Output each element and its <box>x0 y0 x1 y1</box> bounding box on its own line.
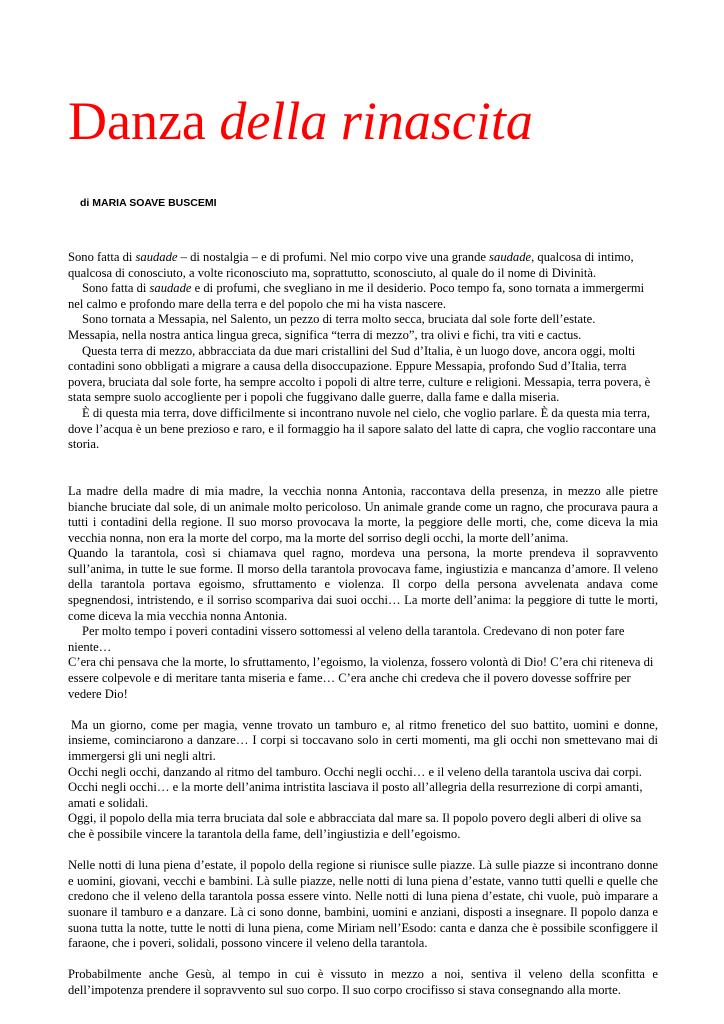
paragraph-4: Messapia, nella nostra antica lingua greca, significa “terra di mezzo”, tra olivi e fichi, tra viti e cactus. <box>68 327 582 342</box>
paragraph-3: Sono tornata a Messapia, nel Salento, un pezzo di terra molto secca, bruciata dal sole forte dell’estate. <box>82 312 596 327</box>
paragraph-6: È di questa mia terra, dove difficilmente si incontrano nuvole nel cielo, che voglio parlare. È da questa mia terra, dove l’acqua è un bene prezioso e raro, e il formaggio ha il sapore salato del latte di capra, che voglio raccontare una storia. <box>68 405 657 452</box>
article-body <box>68 250 658 999</box>
paragraph-1: Sono fatta di saudade – di nostalgia – e di profumi. Nel mio corpo vive una grande saudade, qualcosa di intimo, qualcosa di conosciuto, a volte riconosciuto ma, soprattutto, sconosciuto, al quale do il nome di Divinità. <box>68 250 634 280</box>
paragraph-15: Nelle notti di luna piena d’estate, il popolo della regione si riunisce sulle piazze. Là sulle piazze si incontrano donne e uomini, giovani, vecchi e bambini. Là sulle piazze, nelle notti di luna piena d’estate, vanno tutti quelli e quelle che credono che il veleno della tarantola possa essere vinto. Nelle notti di luna piena d’estate, chi vuole, può imparare a suonare il tamburo e a danzare. Là ci sono donne, bambini, uomini e anziani, disposti a insegnare. Il popolo danza e suona tutta la notte, tutte le notti di luna piena, come Miriam nell’Esodo: canta e danza che è possibile sconfiggere il faraone, che i poveri, solidali, possono vincere il veleno della tarantola. <box>68 858 658 951</box>
paragraph-8: Quando la tarantola, così si chiamava quel ragno, mordeva una persona, la morte prendeva il sopravvento sull’anima, in tutte le sue forme. Il morso della tarantola provocava fame, ingiustizia e mancanza d’amore. Il veleno della tarantola portava egoismo, sfruttamento e violenza. Il corpo della persona avvelenata andava come spegnendosi, intristendo, e il sorriso scompariva dai suoi occhi… La morte dell’anima: la peggiore di tutte le morti, come diceva la mia vecchia nonna Antonia. <box>68 546 658 623</box>
paragraph-10: C’era chi pensava che la morte, lo sfruttamento, l’egoismo, la violenza, fossero volontà di Dio! C’era chi riteneva di essere colpevole e di meritare tanta miseria e fame… C’era anche chi credeva che il povero dovesse soffrire per vedere Dio! <box>68 655 654 701</box>
title-part-italic: della rinascita <box>219 91 533 151</box>
paragraph-12: Occhi negli occhi, danzando al ritmo del tamburo. Occhi negli occhi… e il veleno della tarantola usciva dai corpi. <box>68 764 642 779</box>
paragraph-5: Questa terra di mezzo, abbracciata da due mari cristallini del Sud d’Italia, è un luogo dove, ancora oggi, molti contadini sono obbligati a migrare a causa della disoccupazione. Eppure Messapia, profondo Sud d’Italia, terra povera, bruciata dal sole forte, ha sempre accolto i popoli di altre terre, culture e religioni. Messapia, terra povera, è stata sempre suolo accogliente per i popoli che fuggivano dalle guerre, dalla fame e dalla miseria. <box>68 343 651 405</box>
paragraph-7: La madre della madre di mia madre, la vecchia nonna Antonia, raccontava della presenza, in mezzo alle pietre bianche bruciate dal sole, di un animale molto pericoloso. Un animale grande come un ragno, che procurava paura a tutti i contadini della regione. Il suo morso provocava la morte, la peggiore delle morti, che, come diceva la mia vecchia nonna, non era la morte del corpo, ma la morte del sorriso degli occhi, la morte dell’anima. <box>68 483 658 545</box>
paragraph-11: Ma un giorno, come per magia, venne trovato un tamburo e, al ritmo frenetico del suo battito, uomini e donne, insieme, cominciarono a danzare… I corpi si toccavano solo in certi momenti, ma gli occhi non smettevano mai di immergersi gli uni negli altri. <box>68 717 658 763</box>
page-title <box>68 92 533 151</box>
author-byline: di MARIA SOAVE BUSCEMI <box>80 197 217 209</box>
paragraph-13: Occhi negli occhi… e la morte dell’anima intristita lasciava il posto all’allegria della resurrezione di corpi amanti, amati e solidali. <box>68 780 643 810</box>
paragraph-14: Oggi, il popolo della mia terra bruciata dal sole e abbracciata dal mare sa. Il popolo povero degli alberi di olive sa che è possibile vincere la tarantola della fame, dell’ingiustizia e dell’egoismo. <box>68 811 642 841</box>
paragraph-9: Per molto tempo i poveri contadini vissero sottomessi al veleno della tarantola. Credevano di non poter fare niente… <box>68 624 625 654</box>
paragraph-16: Probabilmente anche Gesù, al tempo in cui è vissuto in mezzo a noi, sentiva il veleno della sconfitta e dell’impotenza prendere il sopravvento sul suo corpo. Il suo corpo crocifisso si stava consegnando alla morte. <box>68 967 658 997</box>
paragraph-2: Sono fatta di saudade e di profumi, che svegliano in me il desiderio. Poco tempo fa, sono tornata a immergermi nel calmo e profondo mare della terra e del popolo che mi ha vista nascere. <box>68 281 645 311</box>
title-part-roman: Danza <box>68 91 220 151</box>
